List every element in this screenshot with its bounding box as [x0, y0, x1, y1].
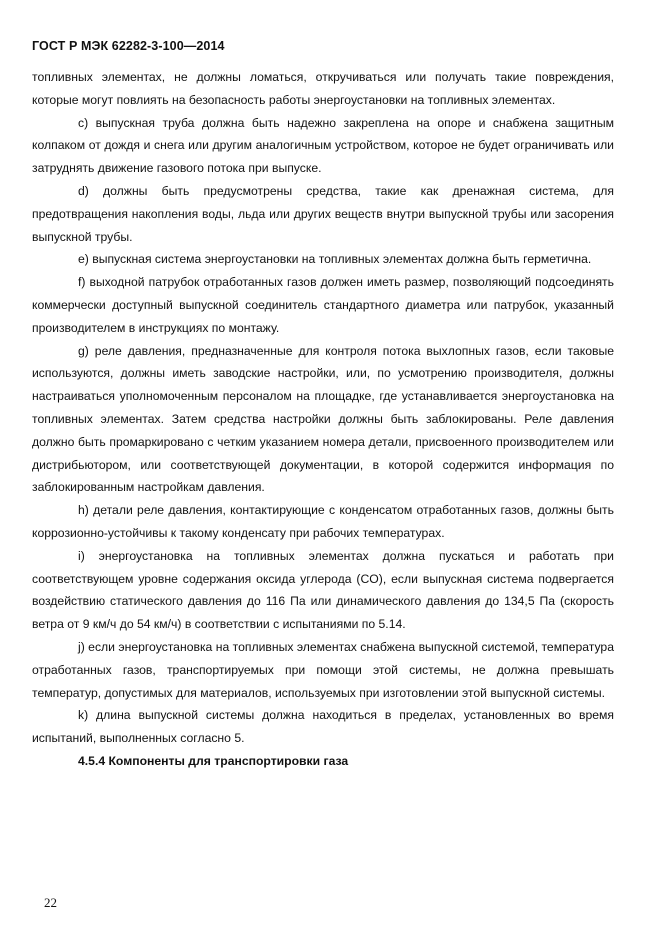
paragraph-g: g) реле давления, предназначенные для контроля потока выхлопных газов, если таковые используются, должны иметь заводские настройки, или, по усмотрению производителя, должны настраиваться уполномоченным персоналом на площадке, где устанавливается энергоустановка на топливных элементах. Затем средства настройки должны быть заблокированы. Реле давления должно быть промаркировано с четким указанием номера детали, присвоенного производителем или дистрибьютором, или соответствующей документации, в которой содержится информация по заблокированным настройкам давления.: [32, 343, 614, 495]
standard-header: ГОСТ Р МЭК 62282-3-100—2014: [32, 39, 225, 53]
section-heading: 4.5.4 Компоненты для транспортировки газа: [78, 753, 349, 768]
paragraph-e: e) выпускная система энергоустановки на топливных элементах должна быть герметична.: [78, 252, 592, 267]
paragraph-d: d) должны быть предусмотрены средства, такие как дренажная система, для предотвращения накопления воды, льда или других веществ внутри выпускной трубы или засорения выпускной трубы.: [32, 183, 614, 244]
paragraph-k: k) длина выпускной системы должна находиться в пределах, установленных во время испытаний, выполненных согласно 5.: [32, 708, 614, 746]
paragraph-h: h) детали реле давления, контактирующие с конденсатом отработанных газов, должны быть коррозионно-устойчивы к такому конденсату при рабочих температурах.: [32, 503, 614, 540]
paragraph-j: j) если энергоустановка на топливных элементах снабжена выпускной системой, температура отработанных газов, транспортируемых при помощи этой системы, не должна превышать температур, допустимых для материалов, используемых при изготовлении этой выпускной системы.: [32, 639, 614, 700]
paragraph-c: c) выпускная труба должна быть надежно закреплена на опоре и снабжена защитным колпаком от дождя и снега или другим аналогичным устройством, которое не будет ограничивать или затруднять движение газового потока при выпуске.: [32, 115, 614, 176]
paragraph-f: f) выходной патрубок отработанных газов должен иметь размер, позволяющий подсоединять коммерчески доступный выпускной соединитель стандартного диаметра или патрубок, указанный производителем в инструкциях по монтажу.: [32, 275, 614, 335]
body-text: [32, 66, 614, 773]
page-number: 22: [44, 895, 57, 910]
paragraph-i: i) энергоустановка на топливных элементах должна пускаться и работать при соответствующем уровне содержания оксида углерода (CO), если выпускная система подвергается воздействию статического давления до 116 Па или динамического давления до 134,5 Па (скорость ветра от 9 км/ч до 54 км/ч) в соответствии с испытаниями по 5.14.: [32, 548, 614, 632]
paragraph-intro: топливных элементах, не должны ломаться, откручиваться или получать такие повреждения, которые могут повлиять на безопасность работы энергоустановки на топливных элементах.: [32, 70, 614, 107]
